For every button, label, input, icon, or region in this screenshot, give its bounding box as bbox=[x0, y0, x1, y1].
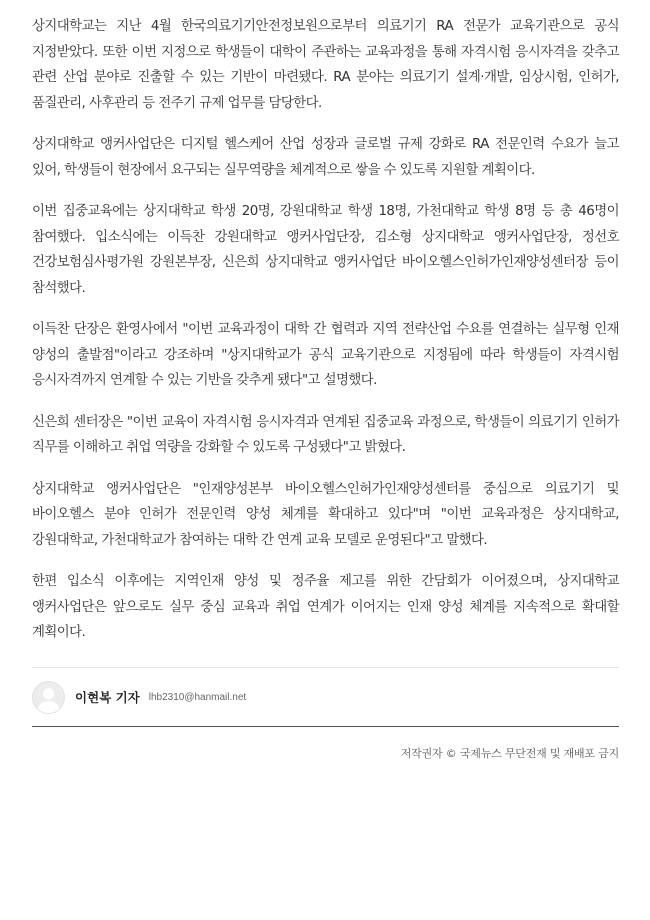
article-bottom-divider bbox=[32, 726, 619, 727]
article-paragraph: 신은희 센터장은 "이번 교육이 자격시험 응시자격과 연계된 집중교육 과정으로, 학생들이 의료기기 인허가 직무를 이해하고 취업 역량을 강화할 수 있도록 구성됐다"고 밝혔다. bbox=[32, 414, 619, 455]
article-paragraph: 이득찬 단장은 환영사에서 "이번 교육과정이 대학 간 협력과 지역 전략산업 수요를 연결하는 실무형 인재 양성의 출발점"이라고 강조하며 "상지대학교가 공식 교육기관으로 지정됨에 따라 학생들이 자격시험 응시자격까지 연계할 수 있는 기반을 갖추게 됐다"고 설명했다. bbox=[32, 322, 619, 388]
byline-divider bbox=[32, 667, 619, 668]
avatar[interactable] bbox=[32, 681, 65, 714]
article-body bbox=[32, 14, 619, 662]
copyright-notice: 저작권자 © 국제뉴스 무단전재 및 재배포 금지 bbox=[400, 747, 619, 760]
reporter-email[interactable]: lhb2310@hanmail.net bbox=[148, 691, 247, 703]
article-paragraph: 한편 입소식 이후에는 지역인재 양성 및 정주율 제고를 위한 간담회가 이어졌으며, 상지대학교 앵커사업단은 앞으로도 실무 중심 교육과 취업 연계가 이어지는 인재 양성 체계를 지속적으로 확대할 계획이다. bbox=[32, 574, 619, 640]
reporter-name[interactable]: 이현복 기자 bbox=[75, 690, 140, 705]
article-paragraph: 이번 집중교육에는 상지대학교 학생 20명, 강원대학교 학생 18명, 가천대학교 학생 8명 등 총 46명이 참여했다. 입소식에는 이득찬 강원대학교 앵커사업단장, 김소형 상지대학교 앵커사업단장, 정선호 건강보험심사평가원 강원본부장, 신은희 상지대학교 앵커사업단 바이오헬스인허가인재양성센터장 등이 참석했다. bbox=[32, 204, 619, 296]
reporter-byline bbox=[32, 680, 246, 714]
user-avatar-icon bbox=[33, 682, 64, 713]
article-paragraph: 상지대학교 앵커사업단은 "인재양성본부 바이오헬스인허가인재양성센터를 중심으로 의료기기 및 바이오헬스 분야 인허가 전문인력 양성 체계를 확대하고 있다"며 "이번 교육과정은 상지대학교, 강원대학교, 가천대학교가 참여하는 대학 간 연계 교육 모델로 운영된다"고 말했다. bbox=[32, 481, 619, 548]
article-paragraph: 상지대학교 앵커사업단은 디지털 헬스케어 산업 성장과 글로벌 규제 강화로 RA 전문인력 수요가 늘고 있어, 학생들이 현장에서 요구되는 실무역량을 체계적으로 쌓을 수 있도록 지원할 계획이다. bbox=[32, 137, 619, 178]
article-paragraph: 상지대학교는 지난 4월 한국의료기기안전정보원으로부터 의료기기 RA 전문가 교육기관으로 공식 지정받았다. 또한 이번 지정으로 학생들이 대학이 주관하는 교육과정을 통해 자격시험 응시자격을 갖추고 관련 산업 분야로 진출할 수 있는 기반이 마련됐다. RA 분야는 의료기기 설계·개발, 임상시험, 인허가, 품질관리, 사후관리 등 전주기 규제 업무를 담당한다. bbox=[32, 19, 619, 111]
